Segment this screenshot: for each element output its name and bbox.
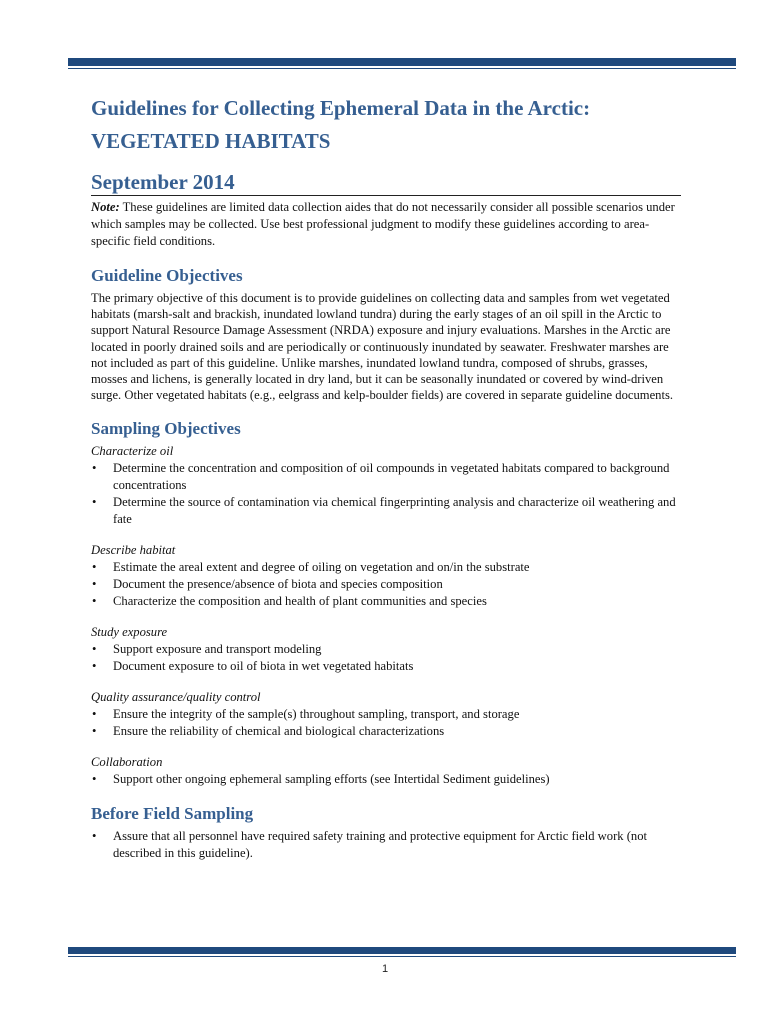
objective-group-label: Characterize oil: [91, 444, 174, 459]
document-body: [91, 92, 681, 862]
note-paragraph: [91, 199, 681, 250]
before-field-bullet-item: • Assure that all personnel have required safety training and protective equipment for Arctic field work (not described in this guideline).: [91, 828, 681, 862]
objective-group: [91, 542, 681, 610]
objective-bullet-list: [91, 641, 681, 675]
objective-bullet-item: • Estimate the areal extent and degree of oiling on vegetation and on/in the substrate: [91, 559, 681, 576]
objective-bullet-list: [91, 559, 681, 610]
header-rule-thin: [68, 68, 736, 69]
before-field-sampling-list: [91, 828, 681, 862]
sampling-objectives-list: [91, 443, 681, 788]
document-title: [91, 92, 681, 158]
objective-bullet-item: • Support exposure and transport modeling: [91, 641, 681, 658]
objective-bullet-item: • Ensure the integrity of the sample(s) throughout sampling, transport, and storage: [91, 706, 681, 723]
note-text: These guidelines are limited data collection aides that do not necessarily consider all possible scenarios under which samples may be collected. Use best professional judgment to modify these guidelines according to area-specific field conditions.: [91, 200, 675, 248]
objective-bullet-list: [91, 771, 681, 788]
note-label: Note:: [91, 200, 120, 214]
objective-bullet-item: • Determine the source of contamination via chemical fingerprinting analysis and characterize oil weathering and fate: [91, 494, 681, 528]
objective-bullet-list: [91, 460, 681, 528]
objective-group: [91, 754, 681, 788]
before-field-sampling-heading: Before Field Sampling: [91, 804, 254, 824]
objective-bullet-item: • Support other ongoing ephemeral sampling efforts (see Intertidal Sediment guidelines): [91, 771, 681, 788]
objective-group-label: Collaboration: [91, 755, 163, 770]
objective-bullet-item: • Document exposure to oil of biota in wet vegetated habitats: [91, 658, 681, 675]
page-number: 1: [381, 963, 389, 975]
objective-bullet-list: [91, 706, 681, 740]
sampling-objectives-heading: Sampling Objectives: [91, 419, 241, 439]
objective-group-label: Study exposure: [91, 625, 168, 640]
objective-group: [91, 624, 681, 675]
objective-group-label: Quality assurance/quality control: [91, 690, 261, 705]
objective-group: [91, 689, 681, 740]
title-line: Guidelines for Collecting Ephemeral Data in the Arctic:: [91, 96, 591, 120]
objective-bullet-item: • Ensure the reliability of chemical and biological characterizations: [91, 723, 681, 740]
objective-group: [91, 443, 681, 528]
footer-rule-thin: [68, 956, 736, 957]
date-block: [91, 170, 681, 196]
objective-group-label: Describe habitat: [91, 543, 176, 558]
document-date: September 2014: [91, 170, 235, 194]
objective-bullet-item: • Characterize the composition and health of plant communities and species: [91, 593, 681, 610]
objective-bullet-item: • Document the presence/absence of biota and species composition: [91, 576, 681, 593]
document-subtitle: VEGETATED HABITATS: [91, 129, 331, 153]
objective-bullet-item: • Determine the concentration and composition of oil compounds in vegetated habitats compared to background concentrations: [91, 460, 681, 494]
header-rule: [68, 58, 736, 66]
footer-rule: [68, 947, 736, 954]
guideline-objectives-heading: Guideline Objectives: [91, 266, 243, 285]
guideline-objectives-text: The primary objective of this document is to provide guidelines on collecting data and samples from wet vegetated habitats (marsh-salt and brackish, inundated lowland tundra) during the early stages of an oil spill in the Arctic to support Natural Resource Damage Assessment (NRDA) exposure and injury evaluations. Marshes in the Arctic are located in poorly drained soils and are periodically or continuously inundated by seawater. Freshwater marshes are not included as part of this guideline. Unlike marshes, inundated lowland tundra, composed of shrubs, grasses, mosses and lichens, is generally located in dry land, but it can be seasonally inundated or covered by wind-driven surge. Other vegetated habitats (e.g., eelgrass and kelp-boulder fields) are covered in separate guideline documents.: [91, 291, 674, 403]
